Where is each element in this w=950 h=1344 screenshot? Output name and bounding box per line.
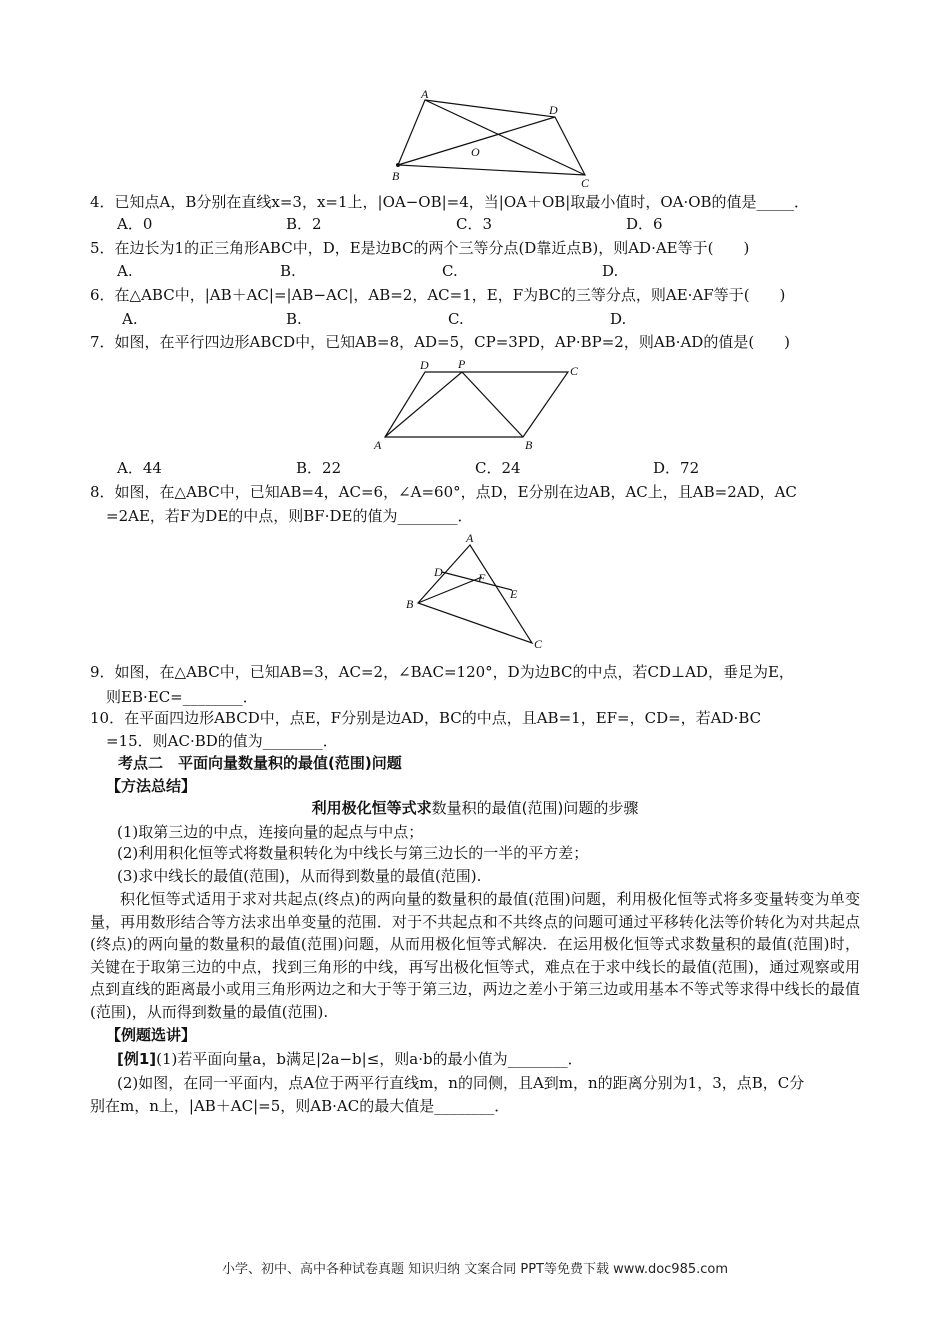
svg-text:D: D (434, 565, 443, 579)
option-a: A. (122, 310, 138, 328)
svg-text:O: O (471, 145, 480, 159)
section-heading: 考点二 平面向量数量积的最值(范围)问题 (118, 754, 402, 772)
figure-triangle-abc-def (400, 532, 560, 652)
svg-text:E: E (510, 587, 518, 601)
question-10: 10．在平面四边形ABCD中，点E，F分别是边AD，BC的中点，且AB=1，EF=，CD=，若AD·BC (90, 709, 762, 727)
option-c: C．3 (456, 215, 493, 233)
option-b: B. (280, 262, 296, 280)
svg-text:D: D (420, 358, 429, 372)
option-c: C．24 (475, 459, 521, 477)
question-4: 4．已知点A，B分别在直线x=3，x=1上，|OA−OB|=4，当|OA＋OB|取最小值时，OA·OB的值是_____． (90, 193, 810, 211)
footer-text: 小学、初中、高中各种试卷真题 知识归纳 文案合同 PPT等免费下载 www.doc985.com (221, 1262, 729, 1277)
option-c: C. (442, 262, 458, 280)
svg-text:A: A (374, 438, 382, 452)
svg-text:B: B (406, 597, 414, 611)
svg-text:D: D (549, 103, 558, 117)
svg-text:B: B (392, 169, 400, 183)
example-1-part-1: [例1](1)若平面向量a，b满足|2a−b|≤，则a·b的最小值为________． (117, 1050, 583, 1068)
question-8: 8．如图，在△ABC中，已知AB=4，AC=6，∠A=60°，点D，E分别在边AB，AC上，且AB=2AD，AC (90, 483, 797, 501)
option-b: B．2 (286, 215, 322, 233)
figure-parallelogram-abcd-p (370, 355, 590, 455)
method-paragraph: 积化恒等式适用于求对共起点(终点)的两向量的数量积的最值(范围)问题，利用极化恒等式将多变量转变为单变量，再用数形结合等方法求出单变量的范围．对于不共起点和不共终点的问题可通过平移转化法等价转化为对共起点(终点)的两向量的数量积的最值(范围)问题，从而用极化恒等式解决．在运用极化恒等式求数量积的最值(范围)时，关键在于取第三边的中点，找到三角形的中线，再写出极化恒等式，难点在于求中线长的最值(范围)，通过观察或用点到直线的距离最小或用三角形两边之和大于等于第三边，两边之差小于第三边或用基本不等式等求得中线长的最值(范围)，从而得到数量的最值(范围). (90, 890, 860, 1021)
question-7: 7．如图，在平行四边形ABCD中，已知AB=8，AD=5，CP=3PD，AP·BP=2，则AB·AD的值是( ) (90, 333, 791, 351)
option-c: C. (448, 310, 464, 328)
svg-text:A: A (421, 88, 429, 101)
step-2: (2)利用积化恒等式将数量积转化为中线长与第三边长的一半的平方差； (117, 844, 589, 862)
option-d: D．6 (626, 215, 663, 233)
example-1-part-2-cont: 别在m，n上，|AB＋AC|=5，则AB·AC的最大值是________． (90, 1097, 510, 1115)
question-9-cont: 则EB·EC=________． (106, 688, 258, 706)
option-d: D. (610, 310, 627, 328)
method-summary-label: 【方法总结】 (106, 777, 197, 795)
svg-text:A: A (466, 532, 474, 545)
option-a: A．0 (117, 215, 153, 233)
question-8-cont: =2AE，若F为DE的中点，则BF·DE的值为________． (106, 507, 473, 525)
question-6: 6．在△ABC中，|AB＋AC|=|AB−AC|，AB=2，AC=1，E，F为BC的三等分点，则AE·AF等于( ) (90, 286, 786, 304)
option-a: A．44 (117, 459, 162, 477)
examples-label: 【例题选讲】 (106, 1026, 197, 1044)
svg-text:F: F (478, 571, 486, 585)
question-9: 9．如图，在△ABC中，已知AB=3，AC=2，∠BAC=120°，D为边BC的中点，若CD⊥AD，垂足为E， (90, 663, 794, 681)
svg-text:C: C (534, 637, 543, 651)
option-d: D．72 (653, 459, 700, 477)
step-3: (3)求中线长的最值(范围)，从而得到数量的最值(范围). (117, 867, 482, 885)
figure-parallelogram-abcd-o (385, 88, 605, 188)
svg-text:C: C (581, 176, 590, 188)
svg-text:P: P (458, 357, 466, 371)
question-5: 5．在边长为1的正三角形ABC中，D，E是边BC的两个三等分点(D靠近点B)，则AD·AE等于( ) (90, 239, 750, 257)
svg-text:C: C (570, 364, 579, 378)
svg-text:B: B (525, 438, 533, 452)
option-b: B．22 (296, 459, 342, 477)
question-10-cont: =15．则AC·BD的值为________． (106, 732, 338, 750)
option-d: D. (602, 262, 619, 280)
option-b: B. (286, 310, 302, 328)
steps-title: 利用极化恒等式求数量积的最值(范围)问题的步骤 (311, 799, 639, 817)
option-a: A. (117, 262, 133, 280)
example-1-part-2: (2)如图，在同一平面内，点A位于两平行直线m，n的同侧，且A到m，n的距离分别为1，3，点B，C分 (117, 1074, 805, 1092)
step-1: (1)取第三边的中点，连接向量的起点与中点； (117, 823, 424, 841)
